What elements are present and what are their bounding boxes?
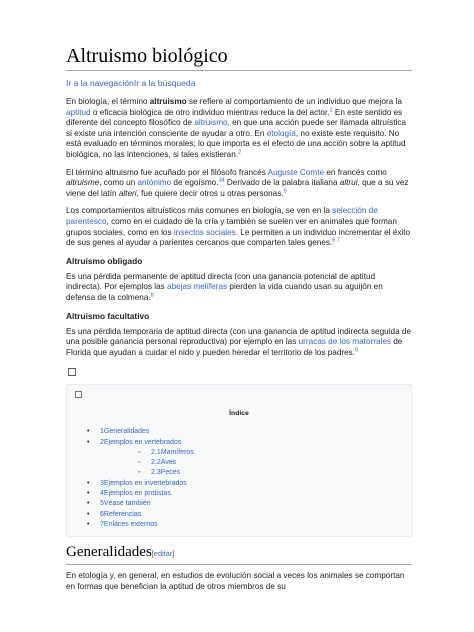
text: . Le permiten a un individuo incrementar el éxito de sus genes al ayudar a parientes cercanos que comparten tales genes.: [66, 227, 411, 248]
toc-hide-checkbox[interactable]: [75, 391, 82, 398]
text: , no existe este requisito. No está evaluado en términos morales; lo que importa es el efecto de una acción sobre la aptitud biológica, no las intenciones, si tales existieran.: [66, 128, 406, 159]
section-title: Generalidades: [66, 544, 152, 561]
toc-label: Generalidades: [103, 428, 150, 436]
toc-item[interactable]: [75, 510, 403, 520]
ref[interactable]: 1: [329, 106, 333, 113]
text: , como un: [99, 178, 138, 188]
toc-number: 2.1: [151, 448, 161, 456]
heading-facultativo: Altruismo facultativo: [66, 310, 150, 321]
toc-label: Ejemplos en protistas: [103, 490, 171, 498]
link-auguste-comte[interactable]: Auguste Comte: [267, 167, 325, 177]
ref[interactable]: 6 7: [332, 237, 340, 244]
text: En biología, el término: [66, 97, 150, 106]
toc-item[interactable]: [75, 479, 403, 489]
text: Los comportamientos altruísticos más comunes en biología, se ven en la: [66, 206, 333, 216]
edit-link[interactable]: editar: [153, 549, 173, 559]
toc-number: 5: [100, 500, 104, 508]
paragraph-common: [66, 206, 412, 248]
toc-number: 1: [100, 428, 104, 436]
paragraph-obligado: [66, 272, 412, 304]
text: Es una pérdida permanente de aptitud directa (con una ganancia potencial de aptitud indirecta). Por ejemplos las: [66, 271, 376, 292]
toc-item[interactable]: [75, 438, 403, 448]
toc-subitem[interactable]: [75, 468, 403, 478]
italic-term: alteri: [118, 188, 137, 198]
text: Es una pérdida temporaria de aptitud directa (con una ganancia de aptitud indirecta seguida de una posible ganancia personal reproductiva) por ejemplo en las: [66, 326, 412, 347]
paragraph-facultativo: [66, 327, 412, 359]
text: , fue quiere decir otros u otras personas.: [136, 188, 284, 198]
section-heading-generalidades: [66, 543, 412, 565]
toc-label: Referencias: [103, 510, 142, 518]
toc-item[interactable]: [75, 520, 403, 530]
page-title: Altruismo biológico: [66, 44, 412, 71]
toc-toggle-checkbox[interactable]: [68, 368, 76, 376]
text: de Florida que ayudan a cuidar el nido y pueden heredar el territorio de los padres.: [66, 337, 403, 357]
paragraph-etymology: [66, 168, 412, 200]
link-etologia[interactable]: etología: [266, 128, 296, 138]
ref[interactable]: 34: [218, 177, 225, 184]
text: se refiere al comportamiento de un individuo que mejora la: [186, 97, 402, 106]
toc-number: 6: [100, 510, 104, 518]
toc-number: 2.3: [151, 469, 161, 477]
text: , en que una acción puede ser llamada altruística si existe una intención consciente de ayudar a otro. En: [66, 118, 406, 138]
heading-obligado: Altruismo obligado: [66, 255, 143, 266]
table-of-contents: [66, 384, 412, 537]
text: Derivado de la palabra italiana: [224, 178, 340, 188]
ref[interactable]: 8: [150, 292, 154, 299]
text: de egoísmo.: [171, 178, 219, 188]
jump-links[interactable]: Ir a la navegaciónIr a la búsqueda: [66, 78, 196, 88]
toc-number: 2.2: [151, 459, 161, 467]
link-abejas[interactable]: abejas melíferas: [167, 282, 228, 292]
toc-subitem[interactable]: [75, 448, 403, 458]
paragraph-generalidades: En etología y, en general, en estudios de evolución social a veces los animales se comportan en formas que benefician la aptitud de otros miembros de su: [66, 571, 405, 591]
text: o eficacia biológica de otro individuo mientras reduce la del actor.: [90, 107, 330, 117]
article-content: [66, 44, 412, 599]
italic-term: altrui: [339, 178, 358, 188]
text: , como en el cuidado de la cría y también se suelen ver en animales que forman grupos sociales, como en los: [66, 216, 397, 237]
toc-label: Mamíferos: [160, 448, 194, 456]
toc-label: Véase también: [103, 500, 151, 508]
toc-subitem[interactable]: [75, 458, 403, 468]
paragraph-intro: [66, 97, 412, 161]
edit-section: [editar]: [151, 549, 175, 559]
toc-item[interactable]: [75, 427, 403, 437]
toc-item[interactable]: [75, 499, 403, 509]
toc-label: Peces: [160, 469, 181, 477]
toc-label: Enlaces externos: [103, 520, 158, 528]
link-urracas[interactable]: urracas de los matorrales: [298, 337, 391, 347]
text: El término altruismo fue acuñado por el filósofo francés: [66, 167, 268, 177]
toc-number: 4: [100, 490, 104, 498]
toc-item[interactable]: [75, 489, 403, 499]
link-antonimo[interactable]: antónimo: [137, 178, 172, 188]
text: en francés como: [324, 167, 387, 177]
bold-term: altruismo: [149, 97, 187, 106]
toc-number: 3: [100, 479, 104, 487]
toc-label: Ejemplos en invertebrados: [103, 479, 187, 487]
text: pierden la vida cuando usan su aguijón en defensa de la colmena.: [66, 282, 383, 302]
toc-title: Índice: [229, 410, 249, 418]
toc-label: Aves: [160, 459, 177, 467]
ref[interactable]: 2: [238, 149, 242, 156]
link-seleccion-parentesco[interactable]: selección de parentesco: [66, 206, 378, 226]
toc-list: [75, 427, 403, 530]
ref[interactable]: 5: [283, 188, 287, 195]
link-aptitud[interactable]: aptitud: [66, 107, 91, 117]
text: , que a su vez viene del latín: [66, 178, 409, 198]
toc-number: 7: [100, 520, 104, 528]
link-insectos-sociales[interactable]: insectos sociales: [173, 227, 236, 237]
toc-number: 2: [100, 438, 104, 446]
ref[interactable]: 9: [355, 346, 359, 353]
toc-label: Ejemplos en vertebrados: [103, 438, 182, 446]
text: En este sentido es diferente del concepto filosófico de: [66, 107, 403, 128]
link-altruismo[interactable]: altruismo: [194, 118, 228, 128]
italic-term: altruisme: [66, 178, 100, 188]
